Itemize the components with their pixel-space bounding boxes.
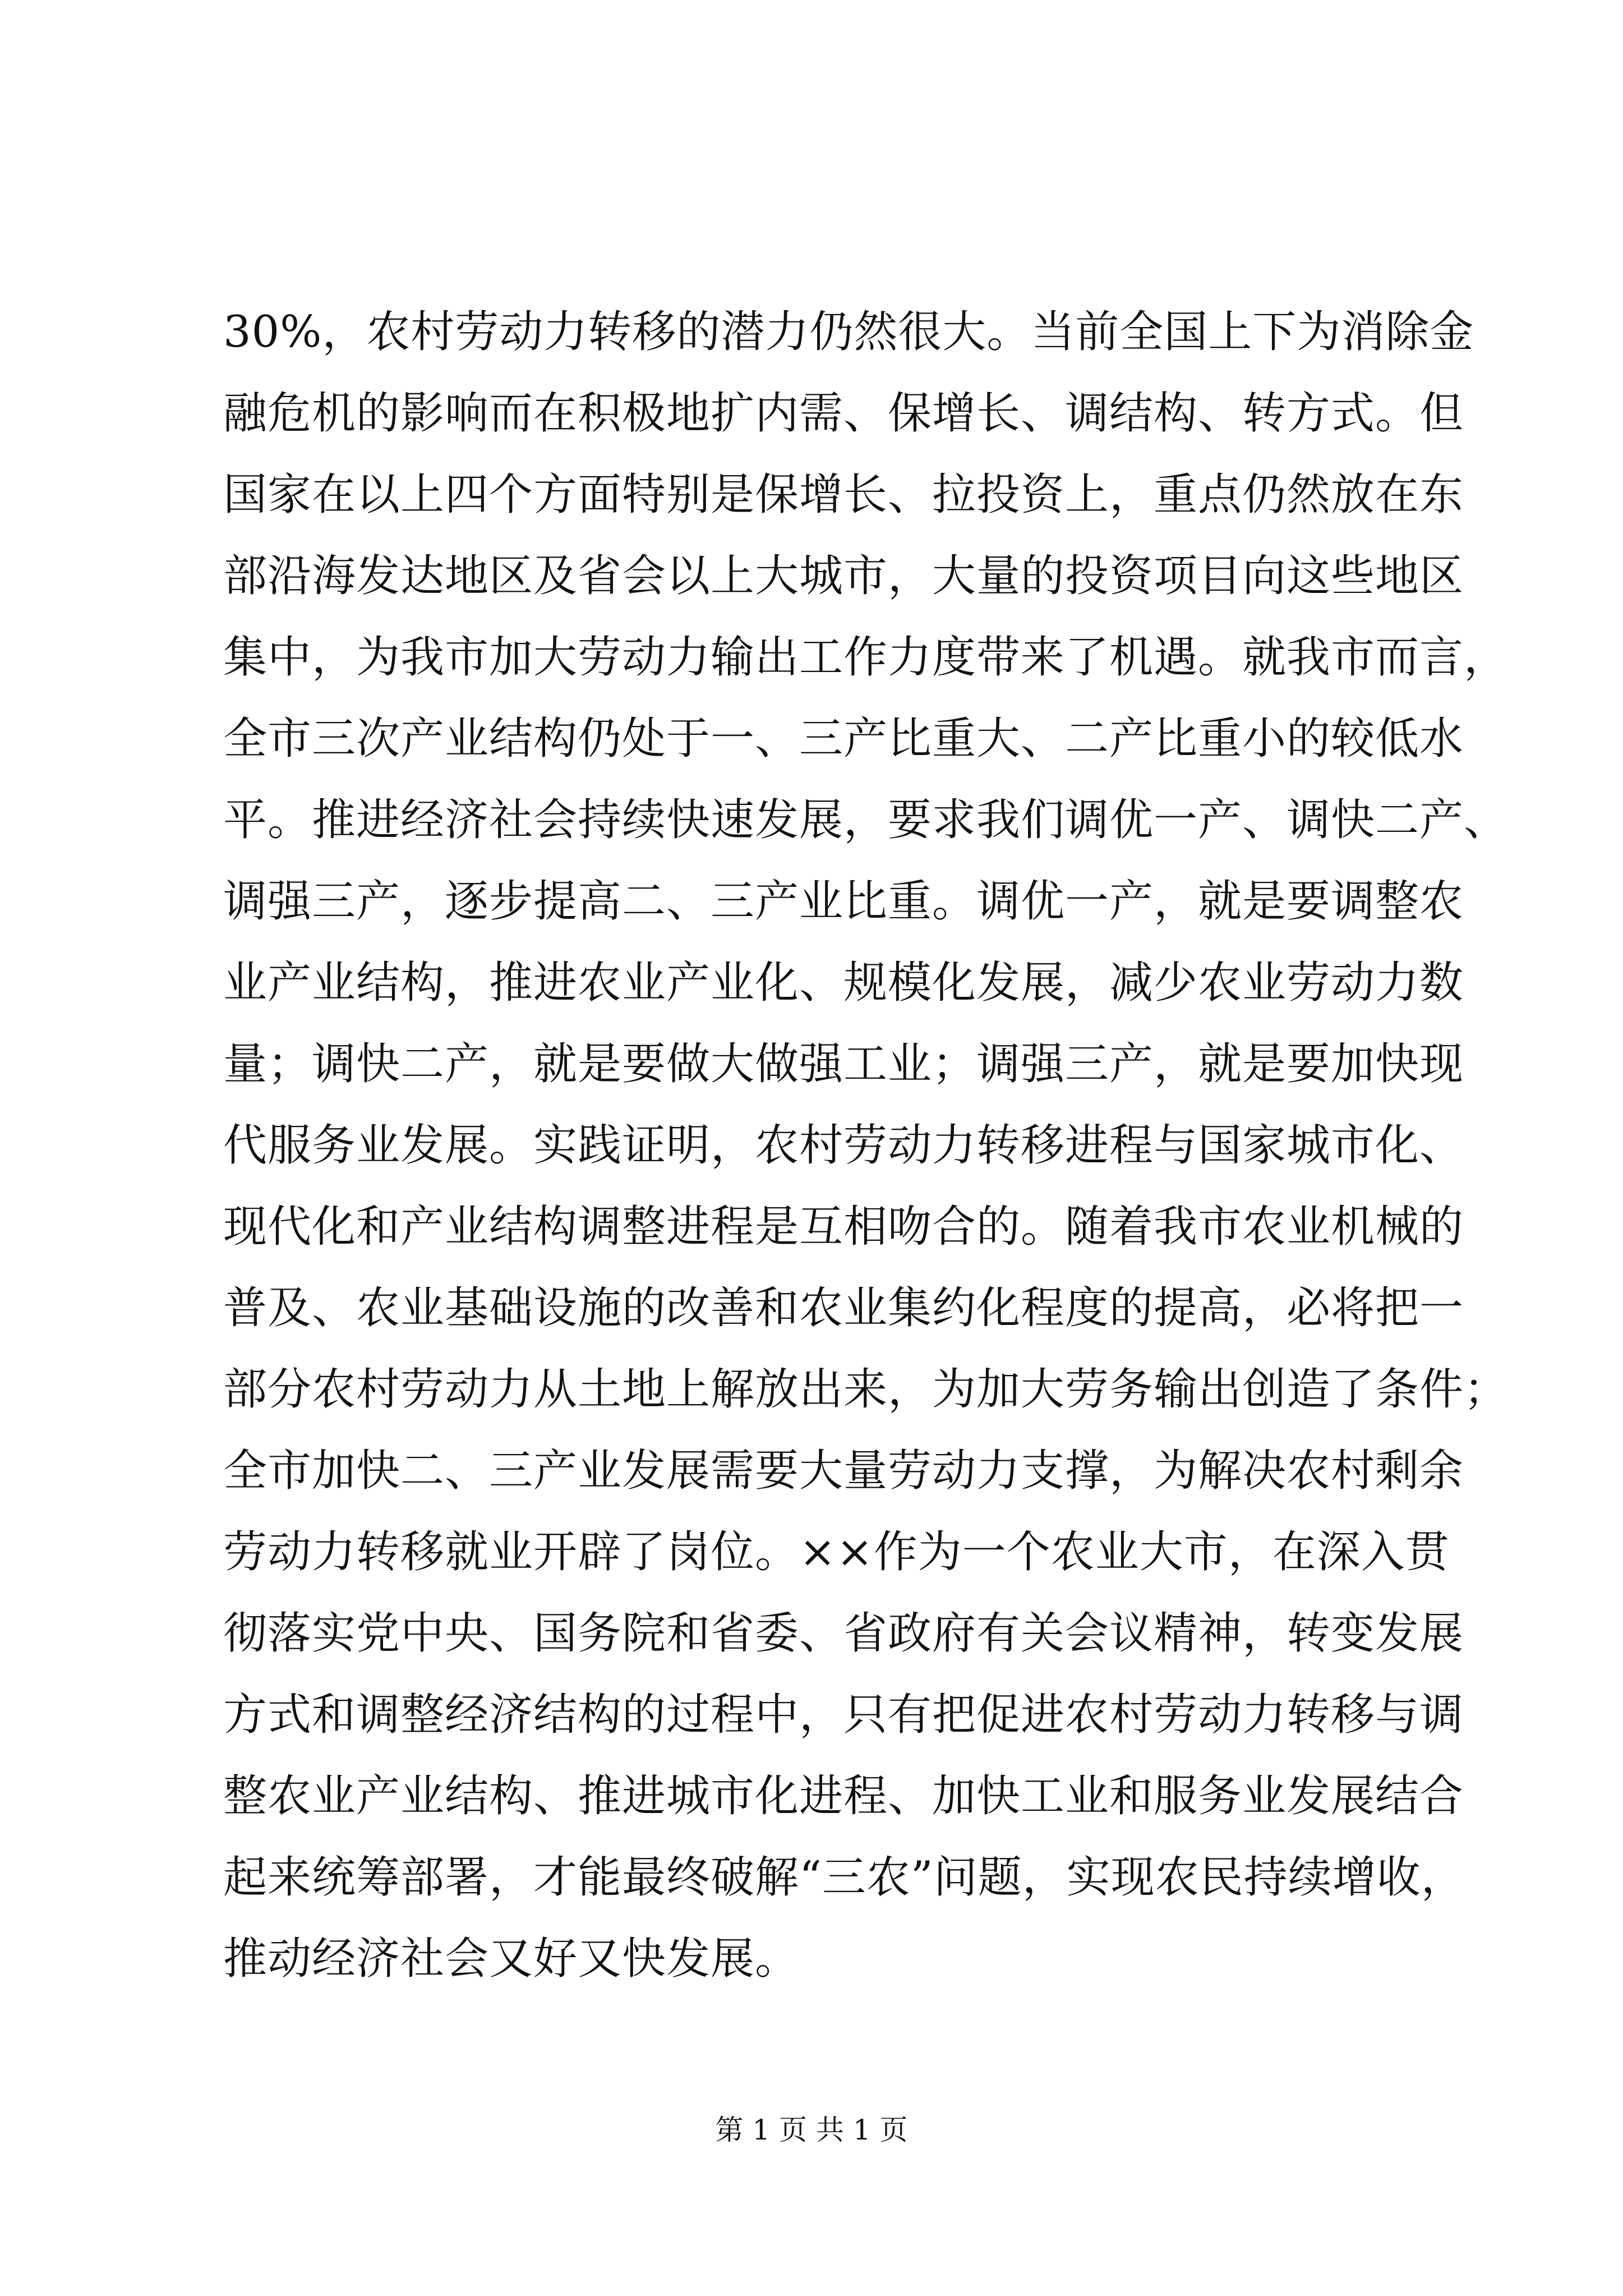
paragraph-line: 业产业结构，推进农业产业化、规模化发展，减少农业劳动力数: [223, 958, 1464, 1008]
paragraph-line: 方式和调整经济结构的过程中，只有把促进农村劳动力转移与调: [223, 1690, 1464, 1740]
paragraph-line: 起来统筹部署，才能最终破解“三农”问题，实现农民持续增收，: [223, 1852, 1465, 1903]
paragraph-line: 现代化和产业结构调整进程是互相吻合的。随着我市农业机械的: [223, 1202, 1464, 1252]
paragraph-line: 推动经济社会又好又快发展。: [223, 1934, 800, 1984]
paragraph-line: 平。推进经济社会持续快速发展，要求我们调优一产、调快二产、: [223, 795, 1509, 845]
paragraph-line: 部沿海发达地区及省会以上大城市，大量的投资项目向这些地区: [223, 551, 1464, 601]
paragraph-line: 部分农村劳动力从土地上解放出来，为加大劳务输出创造了条件；: [223, 1364, 1509, 1415]
paragraph-line: 整农业产业结构、推进城市化进程、加快工业和服务业发展结合: [223, 1771, 1464, 1821]
paragraph-line: 30%，农村劳动力转移的潜力仍然很大。当前全国上下为消除金: [223, 307, 1474, 357]
page-footer: [0, 2110, 1623, 2150]
body-paragraph: [223, 292, 1509, 2000]
paragraph-line: 代服务业发展。实践证明，农村劳动力转移进程与国家城市化、: [223, 1120, 1464, 1171]
paragraph-line: 调强三产，逐步提高二、三产业比重。调优一产，就是要调整农: [223, 876, 1464, 927]
paragraph-line: 全市三次产业结构仍处于一、三产比重大、二产比重小的较低水: [223, 714, 1464, 764]
page-number-label: 第 1 页 共 1 页: [715, 2114, 908, 2146]
paragraph-line: 量；调快二产，就是要做大做强工业；调强三产，就是要加快现: [223, 1039, 1464, 1089]
paragraph-line: 集中，为我市加大劳动力输出工作力度带来了机遇。就我市而言，: [223, 632, 1509, 683]
paragraph-line: 劳动力转移就业开辟了岗位。××作为一个农业大市，在深入贯: [223, 1527, 1450, 1577]
paragraph-line: 国家在以上四个方面特别是保增长、拉投资上，重点仍然放在东: [223, 470, 1464, 520]
paragraph-line: 彻落实党中央、国务院和省委、省政府有关会议精神，转变发展: [223, 1608, 1464, 1659]
paragraph-line: 全市加快二、三产业发展需要大量劳动力支撑，为解决农村剩余: [223, 1446, 1464, 1496]
paragraph-line: 普及、农业基础设施的改善和农业集约化程度的提高，必将把一: [223, 1283, 1464, 1333]
paragraph-line: 融危机的影响而在积极地扩内需、保增长、调结构、转方式。但: [223, 388, 1464, 439]
